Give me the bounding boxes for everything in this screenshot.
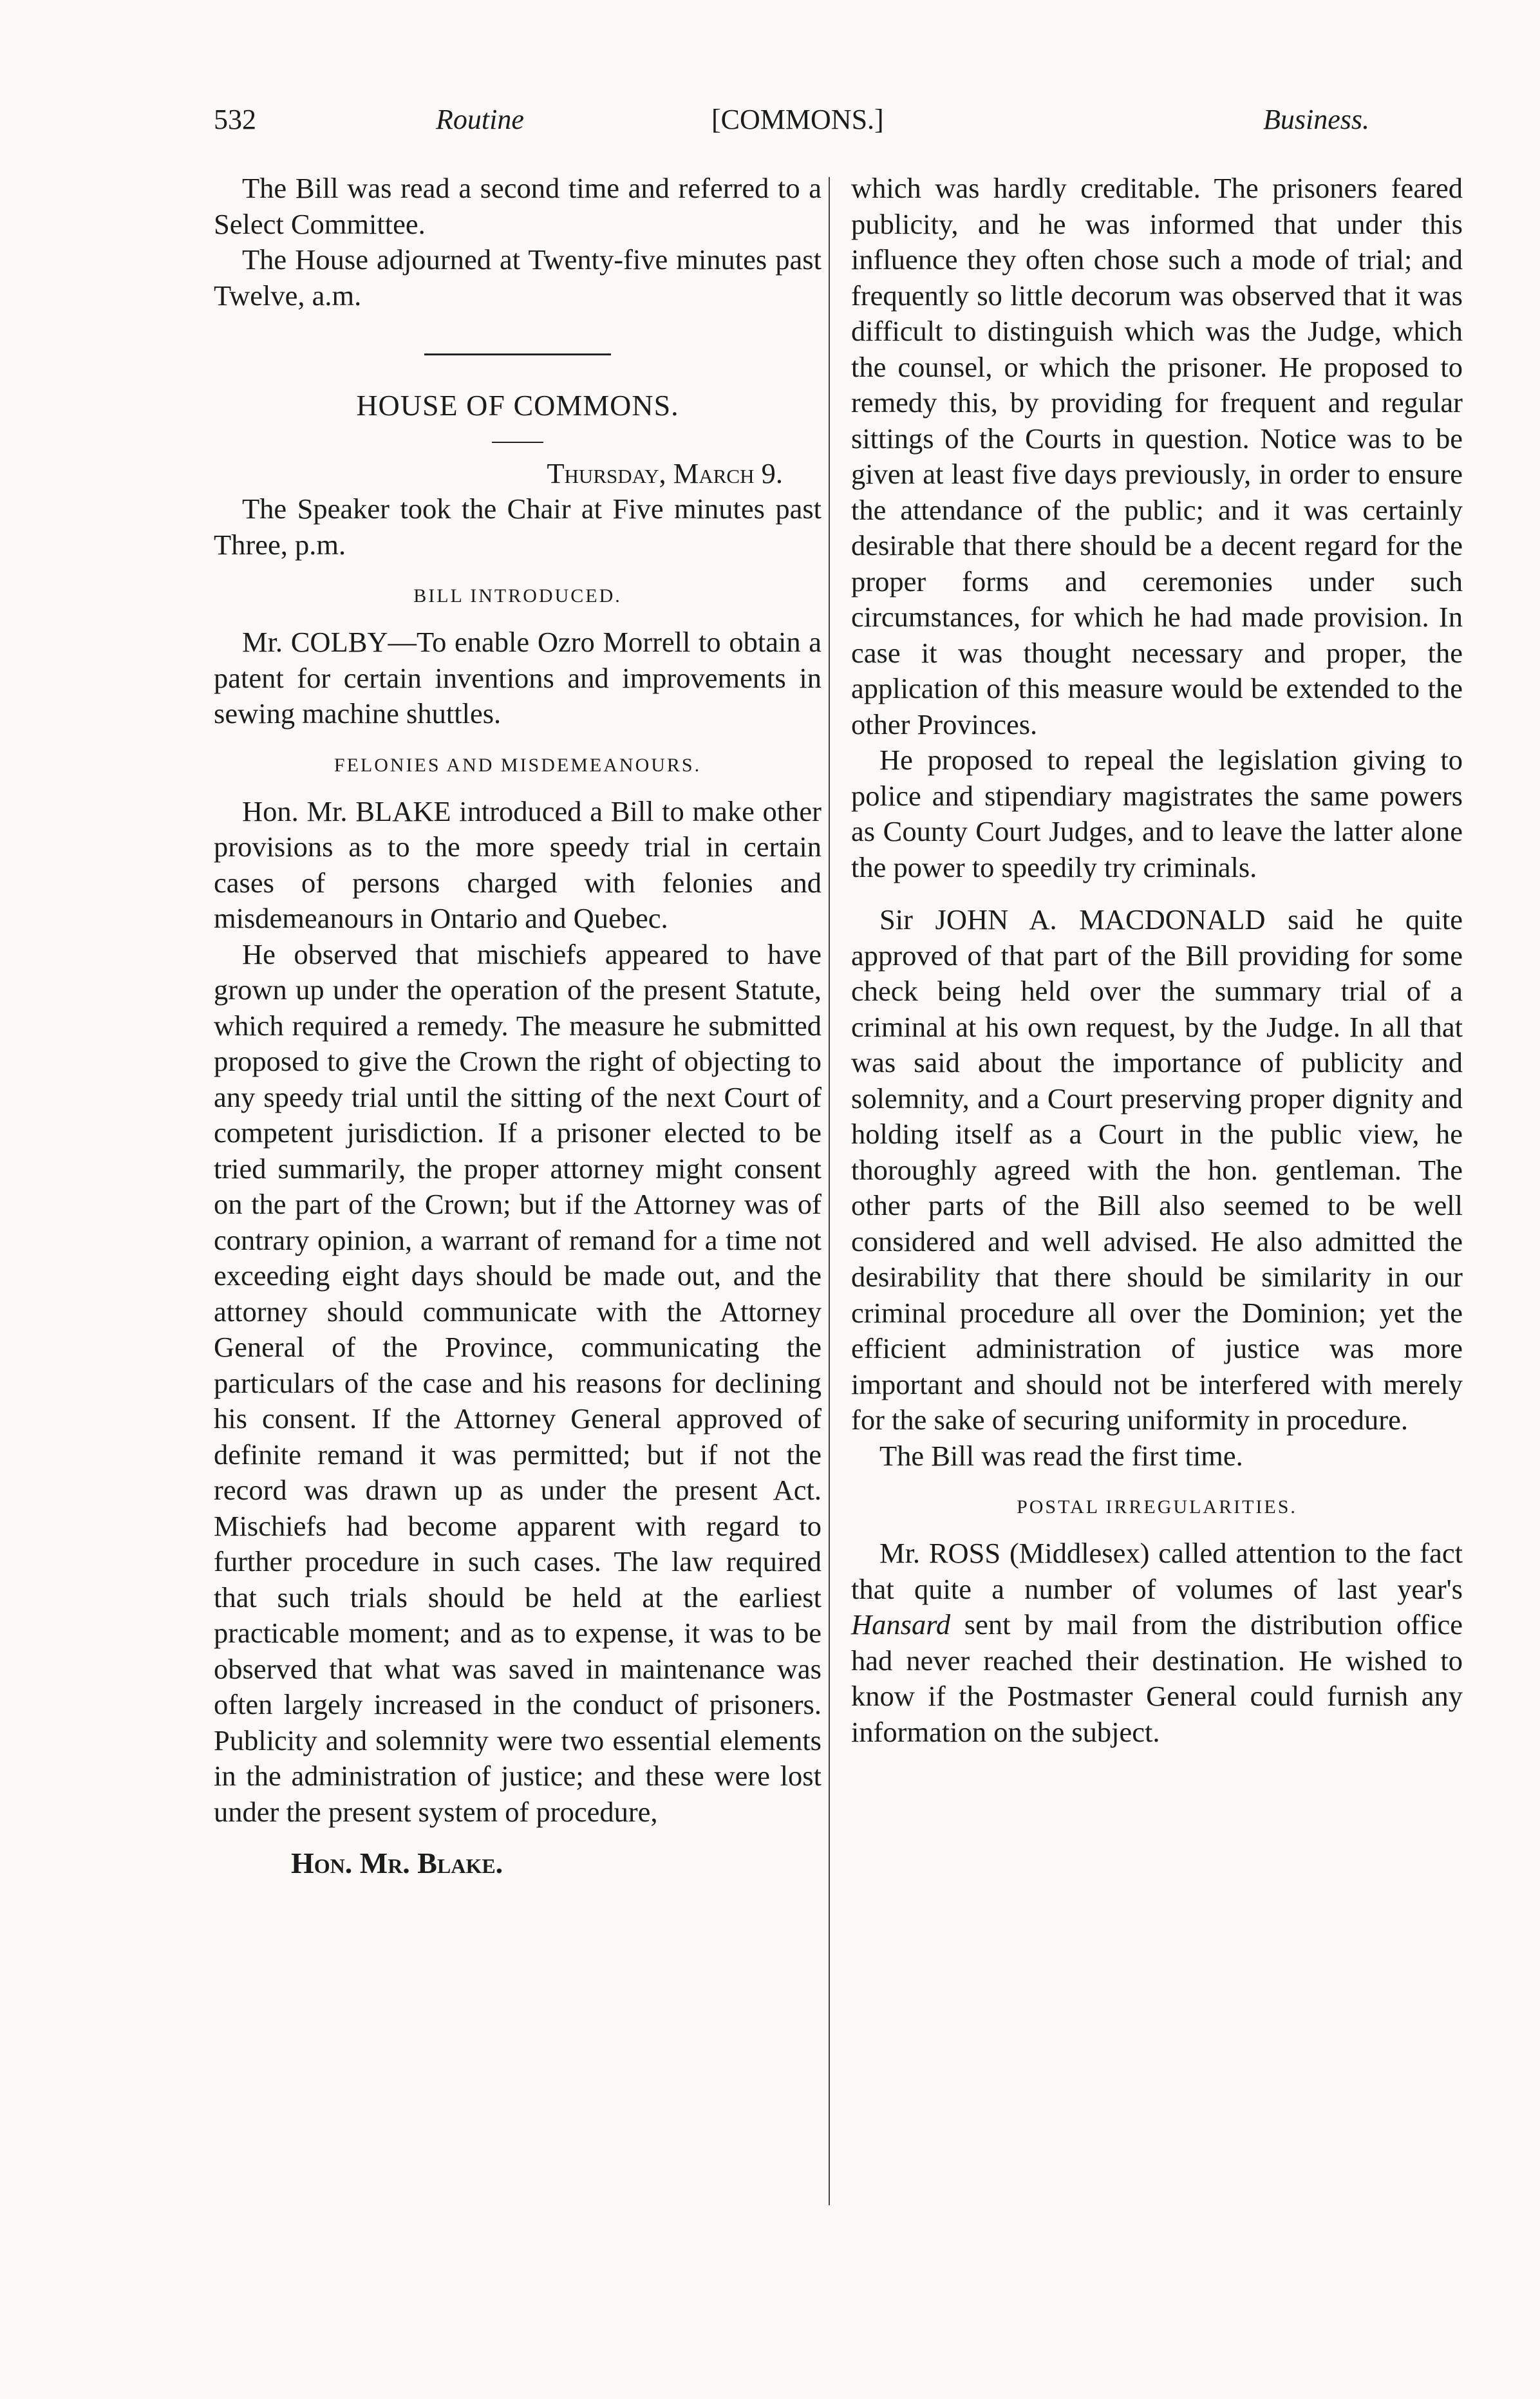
paragraph-macdonald: Sir JOHN A. MACDONALD said he quite approved of that part of the Bill providing for some check being held over the summary trial of a criminal at his own request, by the Judge. In all that was said about the importance of publicity and solemnity, and a Court preserving proper dignity and holding itself as a Court in the public view, he thoroughly agreed with the hon. gentleman. The other parts of the Bill also seemed to be well considered and well advised. He also admitted the desirability that there should be similarity in our criminal procedure all over the Dominion; yet the efficient administration of justice was more important and should not be interfered with merely for the sake of securing uniformity in procedure. <box>851 903 1463 1436</box>
paragraph-adjourned: The House adjourned at Twenty-five minutes past Twelve, a.m. <box>214 243 822 312</box>
paragraph-first-reading: The Bill was read the first time. <box>879 1439 1243 1472</box>
subhead-postal: POSTAL IRREGULARITIES. <box>1017 1496 1297 1518</box>
paragraph-second-reading: The Bill was read a second time and referred to a Select Committee. <box>214 172 822 240</box>
paragraph-blake-intro: Hon. Mr. BLAKE introduced a Bill to make other provisions as to the more speedy trial in certain cases of persons charged with felonies and misdemeanours in Ontario and Quebec. <box>214 795 822 934</box>
header-right-title: Business. <box>1263 104 1369 135</box>
house-title: HOUSE OF COMMONS. <box>356 389 679 422</box>
ross-text-end: sent by mail from the distribution office had never reached their destination. He wished to know if the Postmaster General could furnish any information on the subject. <box>851 1608 1463 1748</box>
column-divider <box>829 177 830 2205</box>
running-header <box>214 103 1369 148</box>
subhead-bill-introduced: BILL INTRODUCED. <box>413 585 622 607</box>
left-column <box>214 171 822 1881</box>
page-number: 532 <box>214 104 256 135</box>
title-rule <box>492 442 543 443</box>
section-rule <box>424 353 611 355</box>
header-left-title: Routine <box>436 104 524 135</box>
paragraph-speaker: The Speaker took the Chair at Five minutes past Three, p.m. <box>214 493 822 561</box>
ross-text-start: Mr. ROSS (Middlesex) called attention to the fact that quite a number of volumes of last year's <box>851 1537 1463 1605</box>
sitting-date: Thursday, March 9. <box>547 456 783 489</box>
paragraph-repeal: He proposed to repeal the legislation giving to police and stipendiary magistrates the same powers as County Court Judges, and to leave the latter alone the power to speedily try criminals. <box>851 744 1463 883</box>
paragraph-colby: Mr. COLBY—To enable Ozro Morrell to obtain a patent for certain inventions and improvements in sewing machine shuttles. <box>214 626 822 729</box>
paragraph-blake-observed: He observed that mischiefs appeared to have grown up under the operation of the present Statute, which required a remedy. The measure he submitted proposed to give the Crown the right of objecting to any speedy trial until the sitting of the next Court of competent jurisdiction. If a prisoner elected to be tried summarily, the proper attorney might consent on the part of the Crown; but if the Attorney was of contrary opinion, a warrant of remand for a time not exceeding eight days should be made out, and the attorney should communicate with the Attorney General of the Province, communicating the particulars of the case and his reasons for declining his consent. If the Attorney General approved of definite remand it was permitted; but if not the record was drawn up as under the present Act. Mischiefs had become apparent with regard to further procedure in such cases. The law required that such trials should be held at the earliest practicable moment; and as to expense, it was to be observed that what was saved in maintenance was often largely increased in the conduct of prisoners. Publicity and solemnity were two essential elements in the administration of justice; and these were lost under the present system of procedure, <box>214 937 822 1828</box>
paragraph-gap <box>851 885 1463 902</box>
header-center-title: [COMMONS.] <box>711 104 884 135</box>
right-column <box>851 171 1463 1750</box>
hansard-italic: Hansard <box>851 1608 951 1641</box>
paragraph-ross <box>851 1536 1463 1750</box>
footer-speaker-name: Hon. Mr. Blake. <box>291 1847 503 1879</box>
subhead-felonies: FELONIES AND MISDEMEANOURS. <box>333 754 702 776</box>
paragraph-blake-continued: which was hardly creditable. The prisoners feared publicity, and he was informed that under this influence they often chose such a mode of trial; and frequently so little decorum was observed that it was difficult to distinguish which was the Judge, which the counsel, or which the prisoner. He proposed to remedy this, by providing for frequent and regular sittings of the Courts in question. Notice was to be given at least five days previously, in order to ensure the attendance of the public; and it was certainly desirable that there should be a decent regard for the proper forms and ceremonies under such circumstances, for which he had made provision. In case it was thought necessary and proper, the application of this measure would be extended to the other Provinces. <box>851 172 1463 740</box>
